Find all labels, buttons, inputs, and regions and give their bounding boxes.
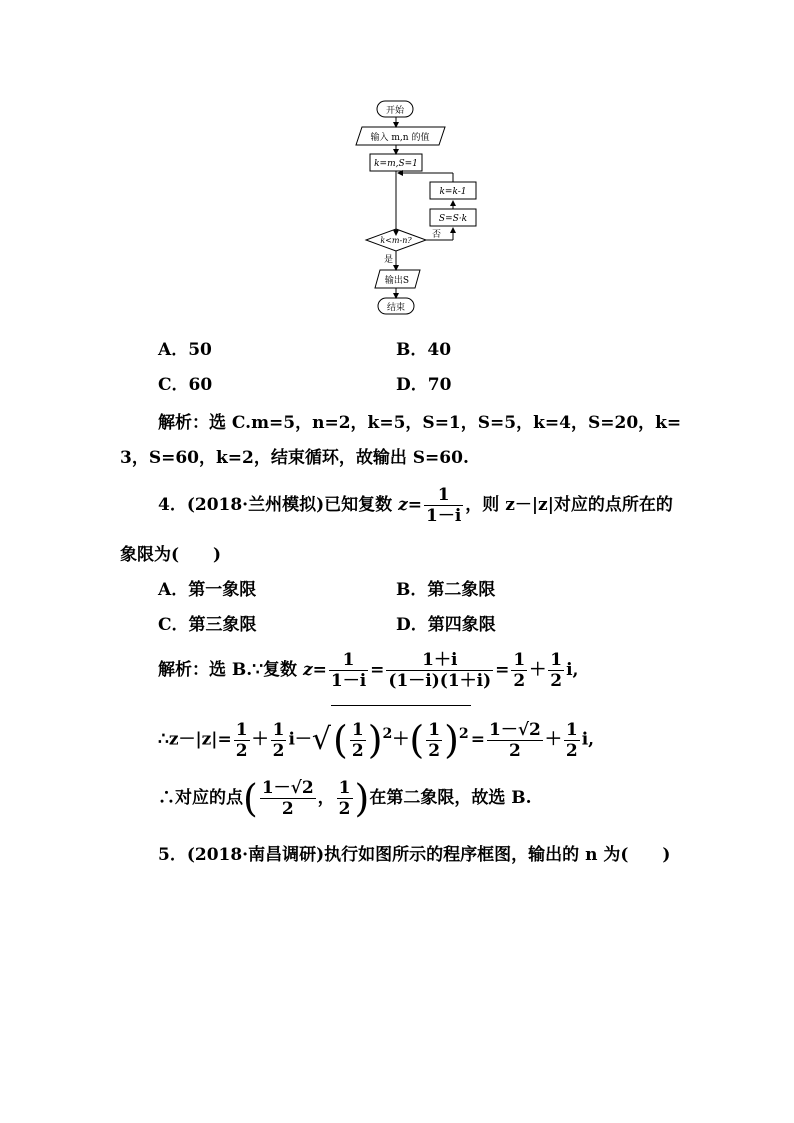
output-label: 输出S — [384, 276, 410, 286]
q4-option-c: C．第三象限 — [158, 615, 257, 635]
end-label: 结束 — [386, 303, 406, 313]
q4-option-a: A．第一象限 — [158, 580, 257, 600]
q4-stem-line2: 象限为( ) — [120, 545, 222, 565]
q3-option-c: C．60 — [158, 375, 213, 395]
input-label: 输入 m,n 的值 — [370, 133, 430, 143]
q4-stem: 4．(2018·兰州模拟)已知复数 z= $\frac{1}{1-i}$ ，则 z－|z|对应的点所在的 — [158, 485, 673, 526]
sqrt-symbol: √ — [311, 722, 332, 758]
dec-k-label: k=k-1 — [439, 187, 467, 197]
q3-solution-line1: 解析：选 C.m=5，n=2，k=5，S=1，S=5，k=4，S=20，k= — [158, 413, 682, 433]
q3-option-a: A．50 — [158, 340, 212, 360]
condition-label: k<m-n? — [380, 236, 412, 245]
sqrt-body: ( $\frac{1}{2}$ )$^2$＋( $\frac{1}{2}$ )$^2$ — [331, 705, 471, 768]
no-label: 否 — [432, 230, 442, 240]
q3-solution-line2: 3，S=60，k=2，结束循环，故输出 S=60. — [120, 448, 469, 468]
mul-s-label: S=S·k — [438, 214, 468, 224]
q3-option-b: B．40 — [396, 340, 452, 360]
q3-option-d: D．70 — [396, 375, 452, 395]
q4-solution-line1: 解析：选 B.∵复数 z= $\frac{1}{1-i}$ = $\frac{1+i}{(1-i)(1+i)}$ = $\frac{1}{2}$ ＋ $\frac{1}{2}$ i, — [158, 650, 579, 691]
q4-solution-line2: ∴z－|z|= $\frac{1}{2}$ ＋ $\frac{1}{2}$ i－√( $\frac{1}{2}$ )$^2$＋( $\frac{1}{2}$ )$^2$ = $\frac{1-√2}{2}$ ＋ $\frac{1}{2}$ i, — [158, 705, 594, 768]
q4-solution-line3: ∴对应的点( $\frac{1-√2}{2}$ ， $\frac{1}{2}$ )在第二象限，故选 B. — [158, 776, 532, 821]
q4-option-b: B．第二象限 — [396, 580, 496, 600]
q4-fraction: $\frac{1}{1-i}$ — [425, 485, 462, 526]
q4-option-d: D．第四象限 — [396, 615, 496, 635]
init-label: k=m,S=1 — [374, 159, 418, 169]
flowchart — [340, 95, 500, 320]
start-label: 开始 — [385, 106, 405, 116]
q5-stem: 5．(2018·南昌调研)执行如图所示的程序框图，输出的 n 为( ) — [158, 845, 671, 865]
yes-label: 是 — [384, 255, 394, 265]
